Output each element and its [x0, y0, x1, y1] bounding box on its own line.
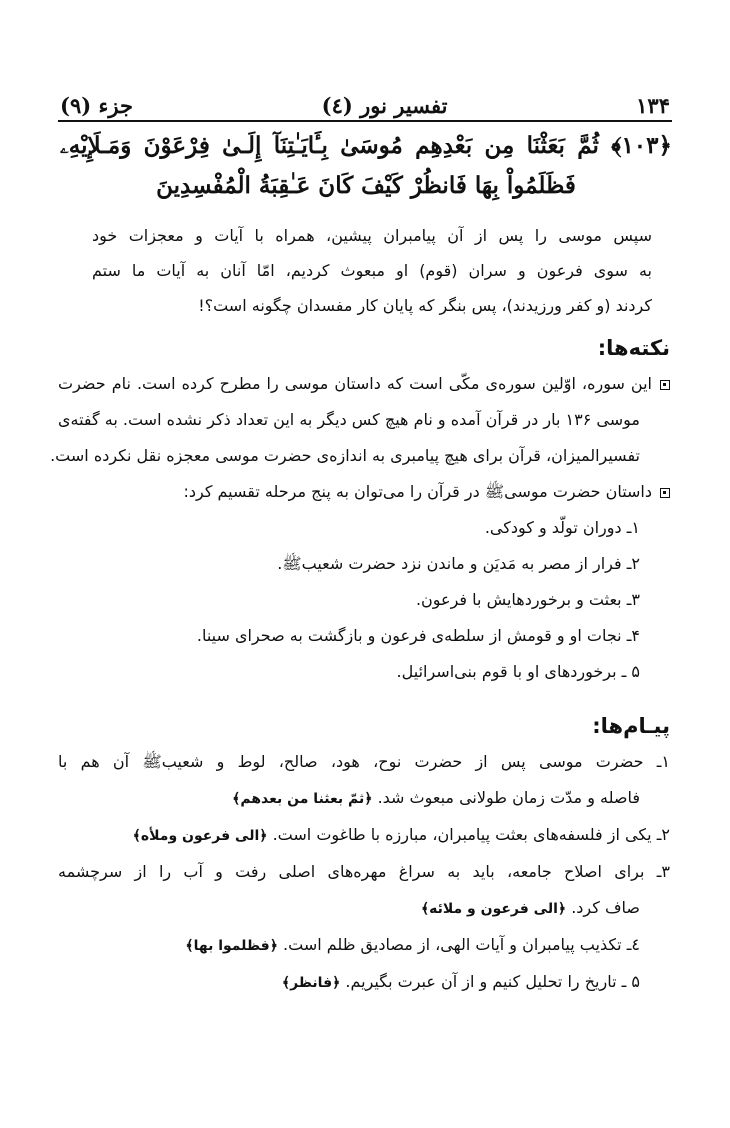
stage-item: ۴ـ نجات او و قومش از سلطه‌ی فرعون و بازگشت به صحرای سینا.: [196, 626, 640, 645]
quran-reference: ﴿الی فرعون و ملائه﴾: [420, 901, 567, 917]
message-3-line: صاف کرد. ﴿الی فرعون و ملائه﴾: [420, 898, 640, 917]
message-5-line: ۵ ـ تاریخ را تحلیل کنیم و از آن عبرت بگیریم. ﴿فانظر﴾: [281, 972, 640, 991]
verse-line-1: ﴿۱۰۳﴾ ثُمَّ بَعَثْنَا مِن بَعْدِهِم مُوسَىٰ بِـَٔايَـٰتِنَآ إِلَـىٰ فِرْعَوْنَ وَمَـلَإِيْهِۦ: [60, 132, 672, 159]
juz-label: جزء (۹): [60, 93, 133, 118]
verse-line-2: فَظَلَمُواْ بِهَا فَانظُرْ كَيْفَ كَانَ عَـٰقِبَةُ الْمُفْسِدِينَ: [156, 172, 576, 199]
message-2-line: ۲ـ یکی از فلسفه‌های بعثت پیامبران، مبارزه با طاغوت است. ﴿الی فرعون وملأه﴾: [132, 825, 670, 844]
stage-item: ۳ـ بعثت و برخوردهایش با فرعون.: [415, 590, 640, 609]
messages-section: [58, 744, 670, 1001]
page-number: ۱۳۴: [636, 93, 670, 118]
note-1-line: این سوره، اوّلین سوره‌ی مکّی است که داستان موسی را مطرح کرده است. نام حضرت: [58, 366, 670, 402]
message-1-line: فاصله و مدّت زمان طولانی مبعوث شد. ﴿ثمّ بعثنا من بعدهم﴾: [232, 788, 640, 807]
book-title: تفسیر نور (٤): [321, 93, 448, 118]
translation-line: سپس موسی را پس از آن پیامبران پیشین، همراه با آیات و معجزات خود: [92, 226, 652, 245]
square-bullet-icon: [660, 488, 670, 498]
verse-translation: [92, 218, 652, 323]
quran-reference: ﴿الی فرعون وملأه﴾: [132, 828, 268, 844]
stage-item: ۲ـ فرار از مصر به مَدیَن و ماندن نزد حضرت شعیب‌ﷺ.: [277, 554, 640, 573]
translation-line: به سوی فرعون و سران (قوم) او مبعوث کردیم، امّا آنان به آیات ما ستم: [92, 261, 652, 280]
note-2-line: داستان حضرت موسی‌ﷺ در قرآن را می‌توان به پنج مرحله تقسیم کرد:: [58, 474, 670, 510]
quran-reference: ﴿فانظر﴾: [281, 975, 341, 991]
translation-line: کردند (و کفر ورزیدند)، پس بنگر که پایان کار مفسدان چگونه است؟!: [198, 296, 652, 315]
stage-item: ۵ ـ برخوردهای او با قوم بنی‌اسرائیل.: [396, 662, 640, 681]
note-1-line: تفسیرالمیزان، قرآن برای هیچ پیامبری به اندازه‌ی حضرت موسی معجزه نقل نکرده است.: [50, 446, 640, 465]
quran-reference: ﴿فظلموا بها﴾: [185, 938, 278, 954]
quran-reference: ﴿ثمّ بعثنا من بعدهم﴾: [232, 791, 373, 807]
messages-heading: پیـام‌ها:: [592, 714, 670, 738]
square-bullet-icon: [660, 380, 670, 390]
notes-section: [50, 366, 670, 690]
note-1-line: موسی ۱۳۶ بار در قرآن آمده و نام هیچ کس دیگر به این تعداد ذکر نشده است. به گفته‌ی: [58, 410, 641, 429]
message-3-line: ۳ـ برای اصلاح جامعه، باید به سراغ مهره‌های اصلی رفت و آب را از سرچشمه: [58, 862, 670, 881]
quran-verse: [60, 126, 672, 206]
stage-item: ۱ـ دوران تولّد و کودکی.: [484, 518, 640, 537]
header-divider: [58, 120, 672, 122]
message-4-line: ٤ـ تکذیب پیامبران و آیات الهی، از مصادیق ظلم است. ﴿فظلموا بها﴾: [185, 935, 640, 954]
page-header: [60, 88, 670, 118]
notes-heading: نکته‌ها:: [597, 336, 670, 360]
message-1-line: ۱ـ حضرت موسی پس از حضرت نوح، هود، صالح، لوط و شعیب‌ﷺ آن هم با: [58, 752, 670, 771]
